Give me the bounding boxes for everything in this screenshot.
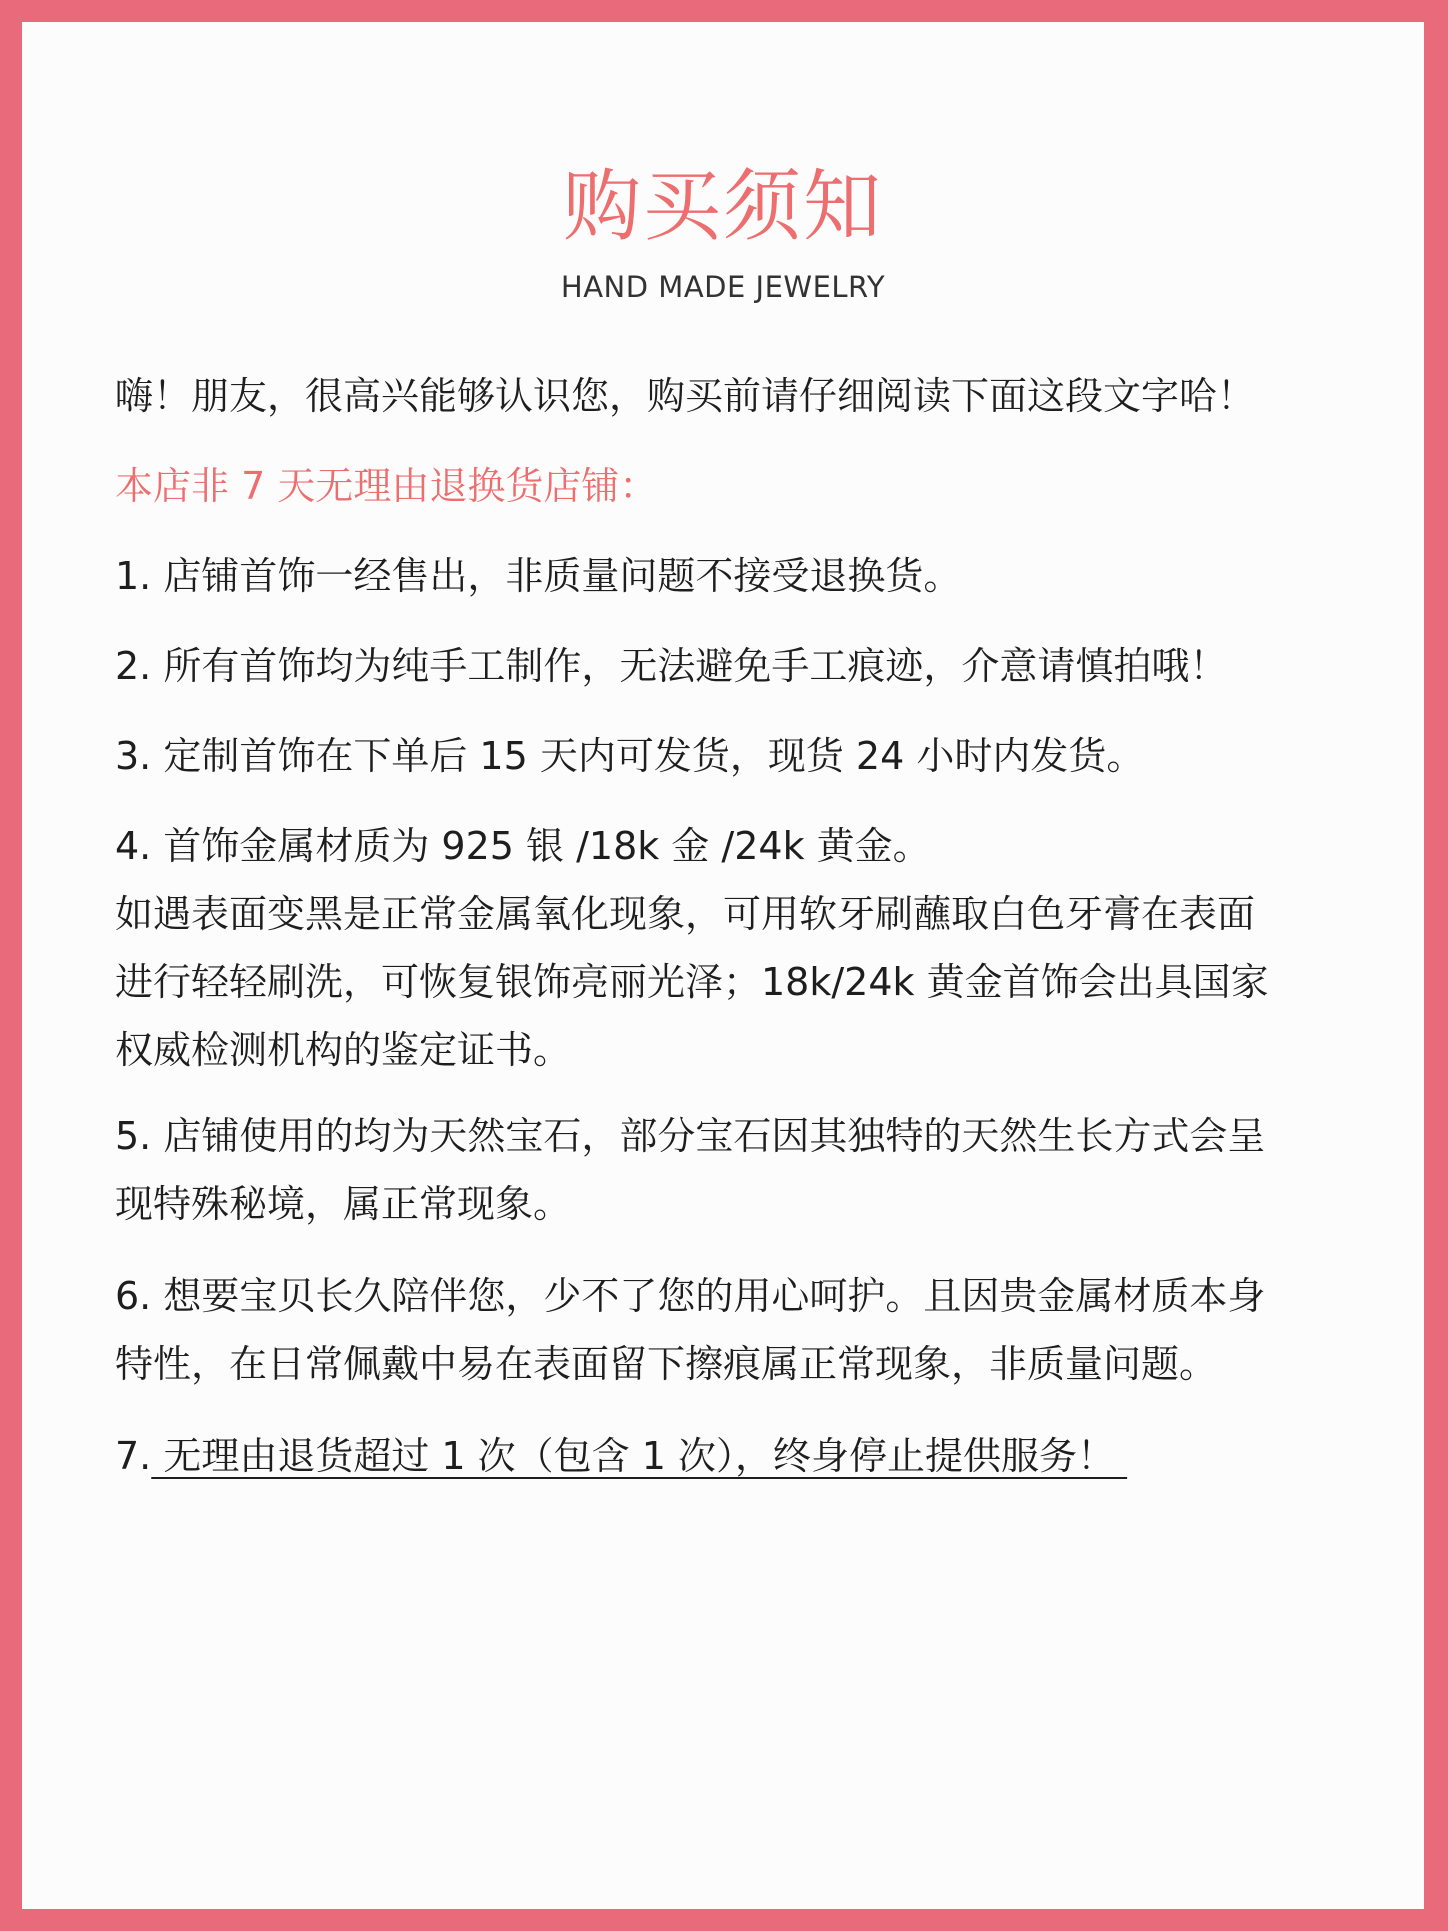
list-item [115, 1112, 1265, 1228]
list-item [115, 1432, 1127, 1480]
header [22, 162, 1424, 304]
list-item-line: 进行轻轻刷洗，可恢复银饰亮丽光泽；18k/24k 黄金首饰会出具国家 [115, 960, 1269, 1004]
list-item-line: 5. 店铺使用的均为天然宝石，部分宝石因其独特的天然生长方式会呈 [115, 1114, 1266, 1158]
intro-text: 嗨！朋友，很高兴能够认识您，购买前请仔细阅读下面这段文字哈！ [115, 374, 1256, 418]
list-item-line: 1. 店铺首饰一经售出，非质量问题不接受退换货。 [115, 554, 962, 598]
list-item-line: 2. 所有首饰均为纯手工制作，无法避免手工痕迹，介意请慎拍哦！ [115, 644, 1228, 688]
list-item [115, 642, 1227, 690]
list-item-line: 4. 首饰金属材质为 925 银 /18k 金 /24k 黄金。 [115, 824, 931, 868]
list-item [115, 822, 1269, 1074]
list-item-number: 7. [115, 1434, 152, 1478]
list-item-line: 现特殊秘境，属正常现象。 [115, 1182, 572, 1226]
list-item-line [115, 1432, 1127, 1480]
list-item-line: 如遇表面变黑是正常金属氧化现象，可用软牙刷蘸取白色牙膏在表面 [115, 892, 1256, 936]
list-item [115, 732, 1144, 780]
page-subtitle: HAND MADE JEWELRY [560, 270, 886, 304]
notice-card [22, 22, 1424, 1909]
list-item-line: 权威检测机构的鉴定证书。 [115, 1028, 572, 1072]
page-title: 购买须知 [562, 162, 883, 252]
list-item-underlined-text: 无理由退货超过 1 次（包含 1 次），终身停止提供服务！ [151, 1434, 1128, 1478]
list-item-line: 特性，在日常佩戴中易在表面留下擦痕属正常现象，非质量问题。 [115, 1342, 1218, 1386]
list-item-line: 6. 想要宝贝长久陪伴您，少不了您的用心呵护。且因贵金属材质本身 [115, 1274, 1266, 1318]
list-item-line: 3. 定制首饰在下单后 15 天内可发货，现货 24 小时内发货。 [115, 734, 1145, 778]
list-item [115, 552, 961, 600]
list-item [115, 1272, 1265, 1388]
policy-notice: 本店非 7 天无理由退换货店铺： [115, 464, 658, 508]
